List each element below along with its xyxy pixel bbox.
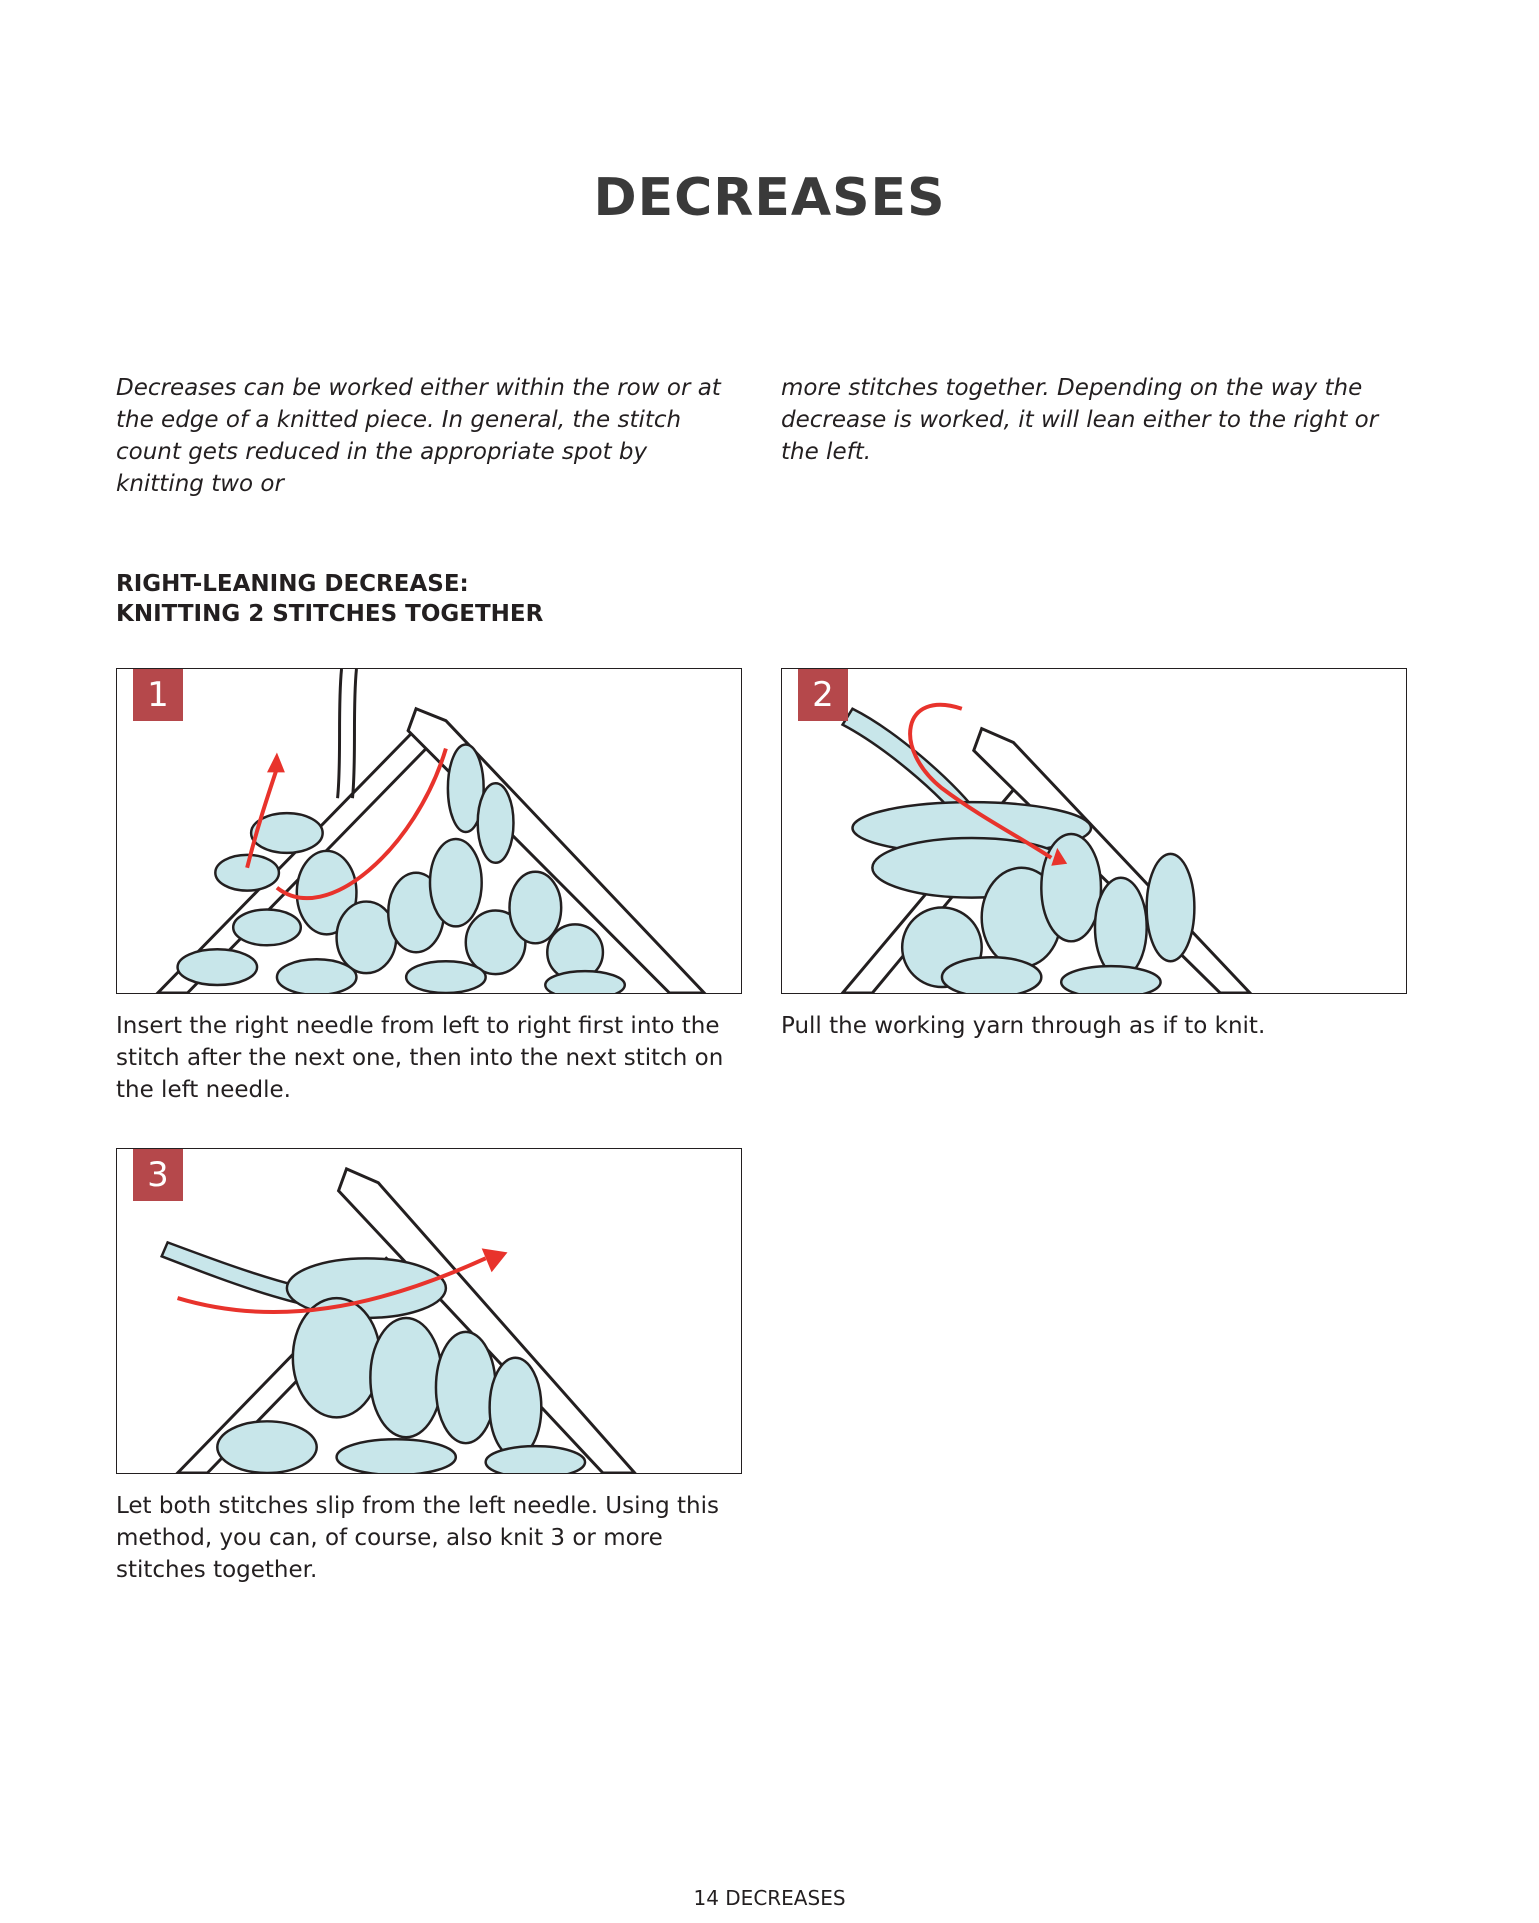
step-2-badge: 2 [798, 669, 848, 721]
step-1-knitting-drawing [117, 669, 741, 993]
step-3-caption: Let both stitches slip from the left needle. Using this method, you can, of course, also knit 3 or more stitches together. [116, 1493, 719, 1583]
step-2-caption: Pull the working yarn through as if to knit. [781, 1013, 1266, 1039]
section-heading [116, 569, 816, 629]
step-1-illustration [116, 668, 742, 994]
intro-text-right: more stitches together. Depending on the way the decrease is worked, it will lean either to the right or the left. [781, 375, 1379, 465]
step-2-illustration [781, 668, 1407, 994]
step-2-knitting-drawing [782, 669, 1406, 993]
intro-text-left: Decreases can be worked either within the row or at the edge of a knitted piece. In general, the stitch count gets reduced in the appropriate spot by knitting two or [116, 375, 721, 497]
step-1-badge: 1 [133, 669, 183, 721]
step-3-knitting-drawing [117, 1149, 741, 1473]
page-footer: 14 DECREASES [693, 1886, 846, 1910]
section-heading-line-1: RIGHT-LEANING DECREASE: [116, 571, 469, 597]
page-title: DECREASES [593, 168, 946, 228]
section-heading-line-2: KNITTING 2 STITCHES TOGETHER [116, 601, 544, 627]
step-1-caption: Insert the right needle from left to right first into the stitch after the next one, then into the next stitch on the left needle. [116, 1013, 724, 1103]
step-3-illustration [116, 1148, 742, 1474]
step-3-badge: 3 [133, 1149, 183, 1201]
